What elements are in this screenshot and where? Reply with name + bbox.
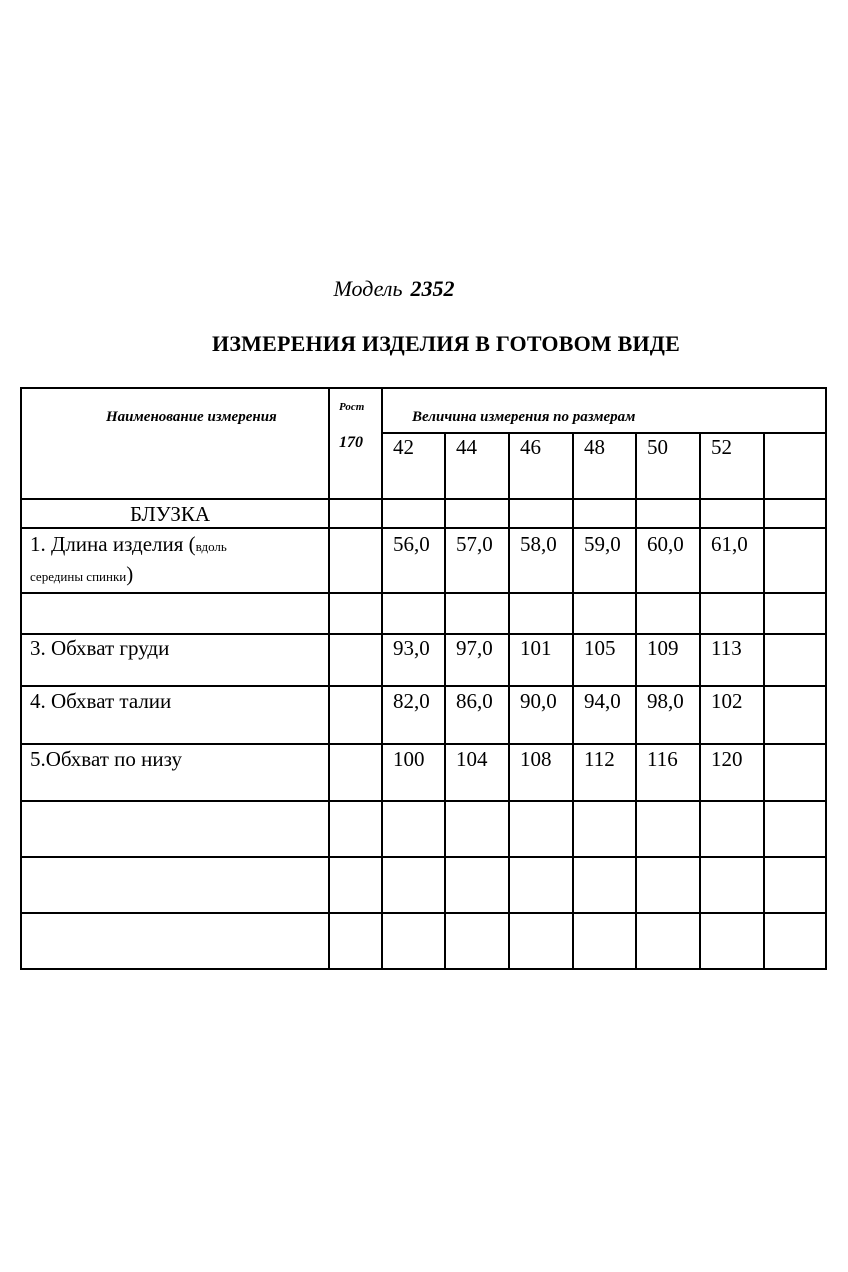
- header-name: Наименование измерения: [106, 409, 277, 425]
- table-border-bottom: [20, 968, 827, 970]
- row-label-length-note-line2: середины спинки: [30, 569, 127, 584]
- cell-waist-44: 86,0: [456, 689, 493, 713]
- row-label-length-note: вдоль: [195, 539, 227, 554]
- table-border-top: [20, 387, 827, 389]
- table-line-size-42: [444, 432, 446, 970]
- table-line-header-bottom: [20, 498, 827, 500]
- cell-length-52: 61,0: [711, 532, 748, 556]
- table-line-row5: [20, 800, 827, 802]
- cell-waist-50: 98,0: [647, 689, 684, 713]
- cell-chest-48: 105: [584, 636, 616, 660]
- cell-waist-48: 94,0: [584, 689, 621, 713]
- cell-hem-46: 108: [520, 747, 552, 771]
- measurements-table: [20, 387, 827, 970]
- table-line-row1: [20, 592, 827, 594]
- size-44: 44: [456, 435, 477, 459]
- cell-chest-46: 101: [520, 636, 552, 660]
- cell-hem-52: 120: [711, 747, 743, 771]
- cell-length-42: 56,0: [393, 532, 430, 556]
- table-line-size-44: [508, 432, 510, 970]
- cell-length-46: 58,0: [520, 532, 557, 556]
- table-line-name-col: [328, 387, 330, 970]
- table-line-section: [20, 527, 827, 529]
- table-line-height-col: [381, 387, 383, 970]
- model-label: Модель: [333, 276, 403, 301]
- size-46: 46: [520, 435, 541, 459]
- section-title: БЛУЗКА: [130, 502, 211, 526]
- cell-chest-50: 109: [647, 636, 679, 660]
- table-line-size-50: [699, 432, 701, 970]
- table-line-size-48: [635, 432, 637, 970]
- cell-chest-44: 97,0: [456, 636, 493, 660]
- cell-chest-42: 93,0: [393, 636, 430, 660]
- cell-length-48: 59,0: [584, 532, 621, 556]
- cell-hem-48: 112: [584, 747, 615, 771]
- cell-hem-50: 116: [647, 747, 678, 771]
- cell-chest-52: 113: [711, 636, 742, 660]
- cell-waist-42: 82,0: [393, 689, 430, 713]
- cell-hem-44: 104: [456, 747, 488, 771]
- table-line-row3: [20, 685, 827, 687]
- table-line-row4: [20, 743, 827, 745]
- cell-hem-42: 100: [393, 747, 425, 771]
- table-line-row6: [20, 856, 827, 858]
- table-line-row7: [20, 912, 827, 914]
- cell-waist-52: 102: [711, 689, 743, 713]
- size-48: 48: [584, 435, 605, 459]
- table-line-sizes: [382, 432, 827, 434]
- row-label-length-close: ): [126, 562, 134, 586]
- table-border-right: [825, 387, 827, 970]
- table-line-size-46: [572, 432, 574, 970]
- size-52: 52: [711, 435, 732, 459]
- row-label-length-main: 1. Длина изделия (: [30, 532, 196, 556]
- row-label-hem: 5.Обхват по низу: [30, 747, 182, 771]
- cell-waist-46: 90,0: [520, 689, 557, 713]
- table-border-left: [20, 387, 22, 970]
- header-sizes-label: Величина измерения по размерам: [412, 409, 636, 425]
- header-height-value: 170: [339, 434, 363, 451]
- size-50: 50: [647, 435, 668, 459]
- size-42: 42: [393, 435, 414, 459]
- table-line-row2: [20, 633, 827, 635]
- header-height-label: Рост: [339, 401, 365, 413]
- model-heading: [0, 276, 788, 302]
- row-label-chest: 3. Обхват груди: [30, 636, 170, 660]
- page-title: ИЗМЕРЕНИЯ ИЗДЕЛИЯ В ГОТОВОМ ВИДЕ: [212, 331, 680, 356]
- cell-length-50: 60,0: [647, 532, 684, 556]
- row-label-length: [30, 534, 227, 555]
- row-label-length-note2: [30, 564, 133, 585]
- cell-length-44: 57,0: [456, 532, 493, 556]
- table-line-size-52: [763, 432, 765, 970]
- model-number: 2352: [410, 276, 455, 301]
- row-label-waist: 4. Обхват талии: [30, 689, 172, 713]
